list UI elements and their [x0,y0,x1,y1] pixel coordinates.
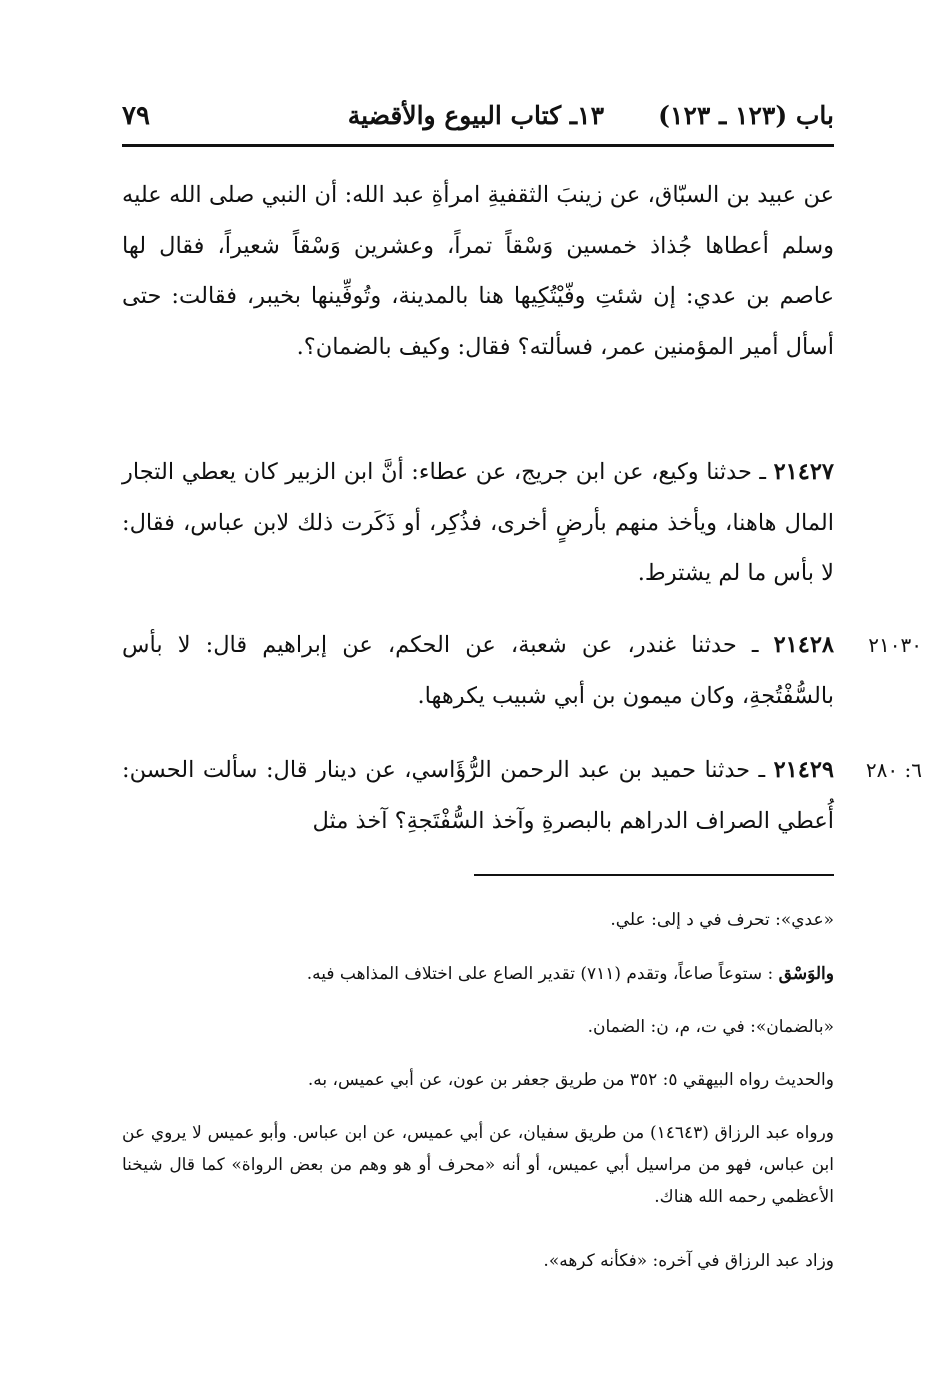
footnote: ورواه عبد الرزاق (١٤٦٤٣) من طريق سفيان، عن أبي عميس، عن ابن عباس. وأبو عميس لا يروي عن ابن عباس، فهو من مراسيل أبي عميس، أو أنه «محرف أو هو وهم من بعض الرواة» كما قال شيخنا الأعظمي رحمه الله هناك. [122,1123,834,1207]
header-rule [122,144,834,147]
footnote-text: : ستوعاً صاعاً، وتقدم (٧١١) تقدير الصاع على اختلاف المذاهب فيه. [306,964,779,984]
footnote-term: والوَسْق [778,964,834,984]
chapter-heading: باب (١٢٣ ـ ١٢٣) [658,101,834,130]
margin-reference: ٢١٠٣٠ [868,633,922,657]
hadith-text: ـ حدثنا حميد بن عبد الرحمن الرُّؤَاسي، عن دينار قال: سألت الحسن: أُعطي الصراف الدراهم بالبصرةِ وآخذ السُّفْتَجةِ؟ آخذ مثل [122,757,834,834]
footnote: «عدي»: تحرف في د إلى: علي. [610,910,834,930]
page-header [122,96,834,136]
hadith-number: ٢١٤٢٧ [773,459,834,485]
hadith-21428 [122,620,834,721]
hadith-text: ـ حدثنا غندر، عن شعبة، عن الحكم، عن إبراهيم قال: لا بأس بالسُّفْتُجةِ، وكان ميمون بن أبي شبيب يكرهها. [122,632,834,709]
book-title: ١٣ـ كتاب البيوع والأقضية [347,101,604,130]
hadith-number: ٢١٤٢٩ [773,757,834,783]
hadith-21427 [122,447,834,599]
footnote: وزاد عبد الرزاق في آخره: «فكأنه كرهه». [543,1251,834,1271]
footnote-separator [474,874,834,876]
footnote: والحديث رواه البيهقي ٥: ٣٥٢ من طريق جعفر بن عون، عن أبي عميس، به. [307,1070,834,1090]
page-number: ٧٩ [122,101,150,131]
hadith-continuation: عن عبيد بن السبّاق، عن زينبَ الثقفيةِ امرأةِ عبد الله: أن النبي صلى الله عليه وسلم أعطاها جُذاذ خمسين وَسْقاً تمراً، وعشرين وَسْقاً شعيراً، فقال لها عاصم بن عدي: إن شئتِ وفّيْتُكِيها هنا بالمدينة، وتُوفِّينها بخيبر، فقالت: حتى أسأل أمير المؤمنين عمر، فسألته؟ فقال: وكيف بالضمان؟. [122,182,834,360]
margin-reference: ٦: ٢٨٠ [865,758,922,782]
footnote: «بالضمان»: في ت، م، ن: الضمان. [587,1017,834,1037]
hadith-text: ـ حدثنا وكيع، عن ابن جريج، عن عطاء: أنَّ ابن الزبير كان يعطي التجار المال هاهنا، ويأخذ منهم بأرضٍ أخرى، فذُكِر، أو ذَكَرت ذلك لابن عباس، فقال: لا بأس ما لم يشترط. [122,459,834,586]
hadith-number: ٢١٤٢٨ [773,632,834,658]
hadith-21429 [122,745,834,846]
footnote [122,958,834,990]
